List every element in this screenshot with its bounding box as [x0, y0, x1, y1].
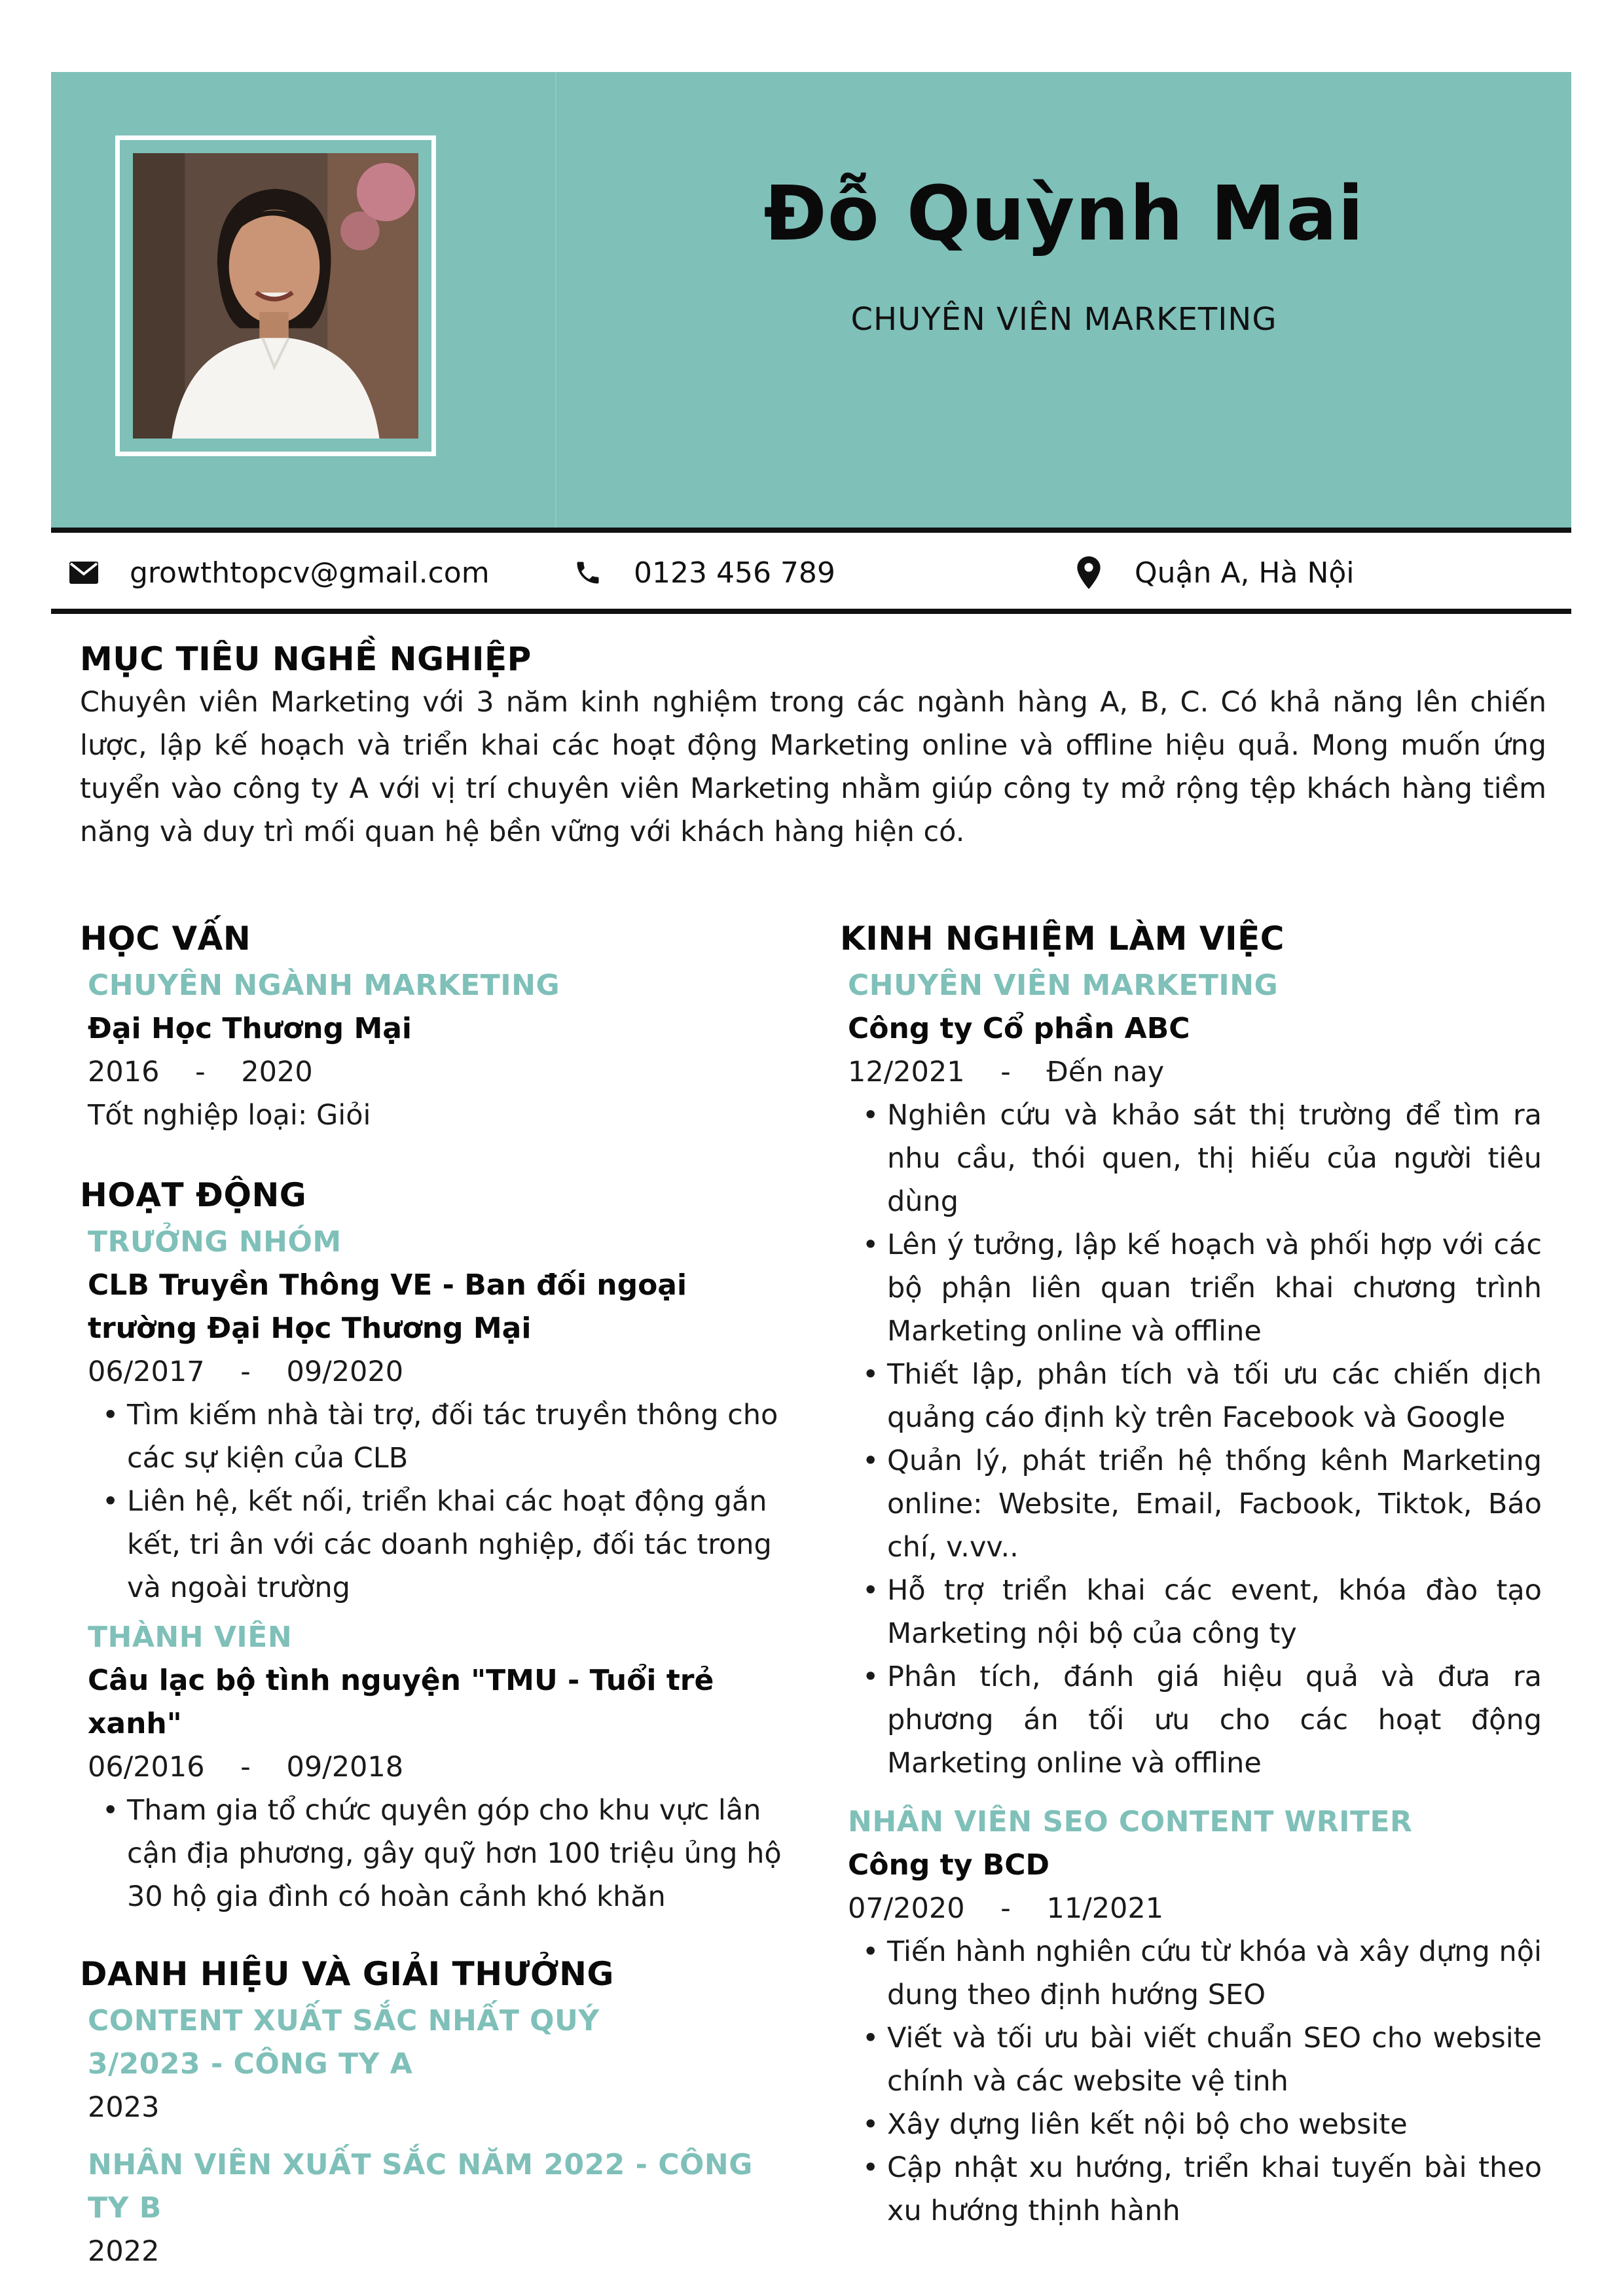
activity-entry	[80, 1616, 782, 1918]
activity-role: THÀNH VIÊN	[88, 1621, 293, 1654]
list-item: • Lên ý tưởng, lập kế hoạch và phối hợp với các bộ phận liên quan triển khai chương trình Marketing online và offline	[887, 1223, 1542, 1353]
objective-heading: MỤC TIÊU NGHỀ NGHIỆP	[80, 640, 532, 678]
award-year: 2022	[88, 2235, 160, 2268]
activity-bullets	[88, 1789, 782, 1918]
address-text: Quận A, Hà Nội	[1135, 556, 1355, 590]
contact-email[interactable]	[64, 537, 490, 609]
activity-period: 06/2017 - 09/2020	[88, 1355, 404, 1388]
activity-role: TRƯỞNG NHÓM	[88, 1225, 342, 1259]
top-rule	[51, 528, 1571, 533]
envelope-icon	[64, 553, 103, 592]
list-item: • Tham gia tổ chức quyên góp cho khu vực lân cận địa phương, gây quỹ hơn 100 triệu ủng hộ 30 hộ gia đình có hoàn cảnh khó khăn	[127, 1789, 782, 1918]
education-entry	[80, 964, 774, 1137]
education-school: Đại Học Thương Mại	[88, 1012, 412, 1045]
award-name: NHÂN VIÊN XUẤT SẮC NĂM 2022 - CÔNG TY B	[88, 2148, 753, 2225]
experience-company: Công ty BCD	[848, 1848, 1050, 1882]
activity-org: Câu lạc bộ tình nguyện "TMU - Tuổi trẻ xanh"	[88, 1664, 714, 1740]
right-column	[840, 920, 1547, 2233]
experience-heading: KINH NGHIỆM LÀM VIỆC	[840, 920, 1285, 958]
list-item: • Thiết lập, phân tích và tối ưu các chiến dịch quảng cáo định kỳ trên Facebook và Google	[887, 1353, 1542, 1439]
list-item: • Cập nhật xu hướng, triển khai tuyến bài theo xu hướng thịnh hành	[887, 2146, 1542, 2233]
award-year: 2023	[88, 2091, 160, 2124]
awards-heading: DANH HIỆU VÀ GIẢI THƯỞNG	[80, 1955, 614, 1993]
award-entry	[80, 2000, 742, 2129]
header-divider	[555, 72, 556, 528]
education-grade: Tốt nghiệp loại: Giỏi	[88, 1099, 371, 1132]
candidate-title: CHUYÊN VIÊN MARKETING	[850, 301, 1277, 338]
education-major: CHUYÊN NGÀNH MARKETING	[88, 969, 560, 1002]
activities-heading: HOẠT ĐỘNG	[80, 1176, 307, 1214]
phone-text[interactable]: 0123 456 789	[634, 556, 835, 590]
list-item: • Xây dựng liên kết nội bộ cho website	[887, 2103, 1542, 2146]
list-item: • Viết và tối ưu bài viết chuẩn SEO cho website chính và các website vệ tinh	[887, 2017, 1542, 2103]
activity-bullets	[88, 1393, 782, 1609]
list-item: • Nghiên cứu và khảo sát thị trường để tìm ra nhu cầu, thói quen, thị hiếu của người tiêu dùng	[887, 1094, 1542, 1223]
activity-entry	[80, 1221, 778, 1609]
phone-icon	[568, 553, 608, 592]
education-heading: HỌC VẤN	[80, 920, 251, 958]
experience-company: Công ty Cổ phần ABC	[848, 1012, 1190, 1045]
left-column	[80, 920, 782, 2273]
award-entry	[80, 2144, 769, 2273]
list-item: • Hỗ trợ triển khai các event, khóa đào tạo Marketing nội bộ của công ty	[887, 1569, 1542, 1655]
education-period: 2016 - 2020	[88, 1056, 313, 1088]
list-item: • Phân tích, đánh giá hiệu quả và đưa ra phương án tối ưu cho các hoạt động Marketing online và offline	[887, 1655, 1542, 1785]
profile-photo-frame	[115, 135, 436, 456]
award-name: CONTENT XUẤT SẮC NHẤT QUÝ 3/2023 - CÔNG TY A	[88, 2004, 600, 2081]
objective-text: Chuyên viên Marketing với 3 năm kinh nghiệm trong các ngành hàng A, B, C. Có khả năng lên chiến lược, lập kế hoạch và triển khai các hoạt động Marketing online và offline hiệu quả. Mong muốn ứng tuyển vào công ty A với vị trí chuyên viên Marketing nhằm giúp công ty mở rộng tệp khách hàng tiềm năng và duy trì mối quan hệ bền vững với khách hàng hiện có.	[80, 686, 1546, 848]
header-banner	[51, 72, 1571, 528]
contact-address	[1069, 537, 1355, 609]
profile-photo	[133, 153, 418, 439]
experience-entry	[840, 1801, 1547, 2233]
list-item: • Tìm kiếm nhà tài trợ, đối tác truyền thông cho các sự kiện của CLB	[127, 1393, 782, 1480]
experience-role: CHUYÊN VIÊN MARKETING	[848, 969, 1279, 1002]
activity-org: CLB Truyền Thông VE - Ban đối ngoại trường Đại Học Thương Mại	[88, 1268, 687, 1345]
activity-period: 06/2016 - 09/2018	[88, 1751, 404, 1784]
list-item: • Liên hệ, kết nối, triển khai các hoạt động gắn kết, tri ân với các doanh nghiệp, đối tác trong và ngoài trường	[127, 1480, 782, 1609]
bottom-rule	[51, 609, 1571, 614]
experience-period: 12/2021 - Đến nay	[848, 1056, 1165, 1088]
experience-bullets	[848, 1930, 1542, 2233]
experience-period: 07/2020 - 11/2021	[848, 1892, 1164, 1925]
candidate-name: Đỗ Quỳnh Mai	[763, 170, 1364, 258]
list-item: • Tiến hành nghiên cứu từ khóa và xây dựng nội dung theo định hướng SEO	[887, 1930, 1542, 2017]
portrait-illustration	[133, 153, 418, 439]
list-item: • Quản lý, phát triển hệ thống kênh Marketing online: Website, Email, Facbook, Tiktok, Báo chí, v.vv..	[887, 1439, 1542, 1569]
experience-role: NHÂN VIÊN SEO CONTENT WRITER	[848, 1805, 1413, 1839]
experience-bullets	[848, 1094, 1542, 1785]
map-pin-icon	[1069, 553, 1108, 592]
contact-bar	[51, 537, 1571, 609]
experience-entry	[840, 964, 1547, 1785]
contact-phone[interactable]	[568, 537, 835, 609]
email-text[interactable]: growthtopcv@gmail.com	[130, 556, 490, 590]
